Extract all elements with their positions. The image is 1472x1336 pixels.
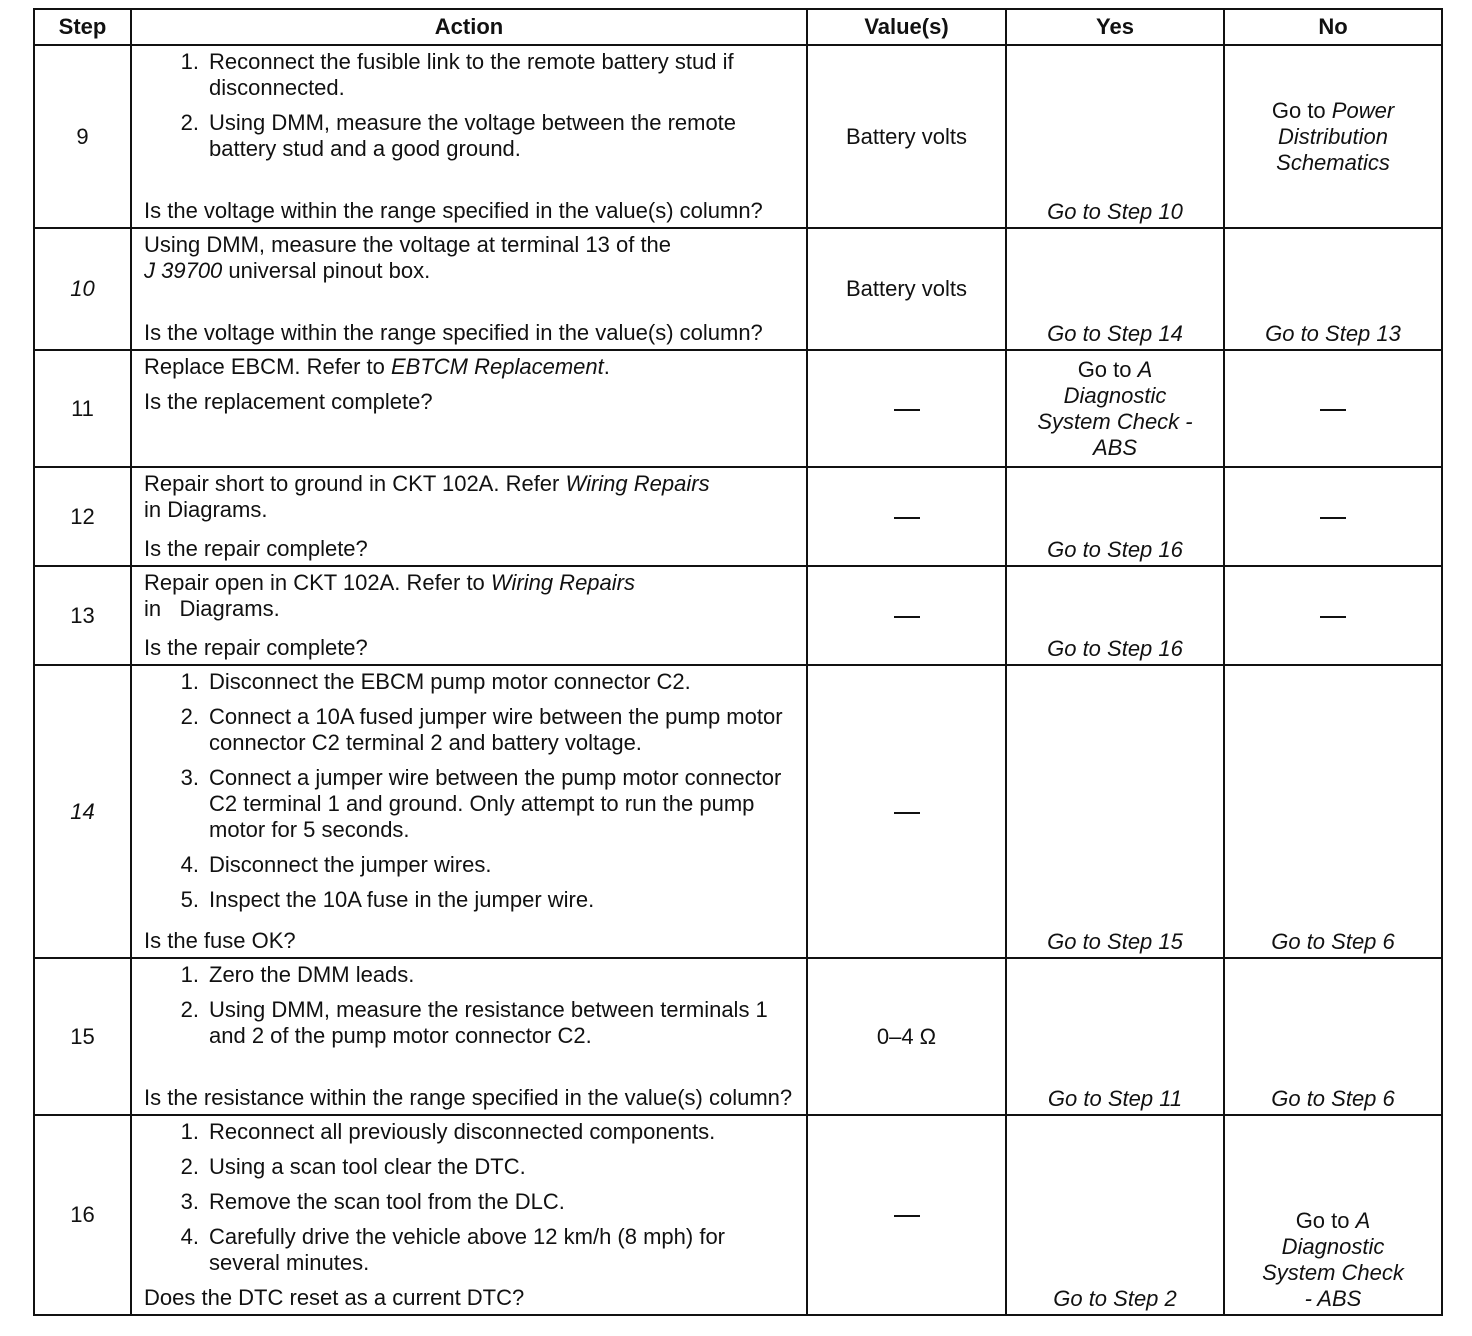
list-item: 1. Zero the DMM leads.: [180, 962, 415, 987]
action-text: Replace EBCM. Refer to: [144, 354, 385, 379]
value-cell: Battery volts: [807, 228, 1006, 350]
yes-cell: [1006, 45, 1224, 228]
yes-link[interactable]: Go to Step 16: [1047, 537, 1183, 562]
dash-mark: [894, 409, 920, 411]
yes-link[interactable]: Go to A Diagnostic System Check - ABS: [1037, 356, 1193, 460]
value-cell: [807, 467, 1006, 566]
step-number: 11: [34, 350, 131, 467]
reference-link[interactable]: Wiring Repairs: [565, 471, 710, 496]
step-number: 14: [34, 665, 131, 958]
list-item: 1. Reconnect the fusible link to the remote battery stud if disconnected.: [180, 49, 734, 100]
list-item: 4. Disconnect the jumper wires.: [180, 852, 492, 877]
action-text: Repair open in CKT 102A. Refer to: [144, 570, 485, 595]
dash-mark: [1320, 616, 1346, 618]
list-item: 1. Disconnect the EBCM pump motor connector C2.: [180, 669, 691, 694]
yes-cell: [1006, 665, 1224, 958]
no-cell: [1224, 665, 1442, 958]
dash-mark: [894, 616, 920, 618]
no-cell: [1224, 228, 1442, 350]
action-cell: [131, 467, 807, 566]
table-row-step-14: [34, 665, 1442, 958]
value-cell: [807, 350, 1006, 467]
dash-mark: [894, 1215, 920, 1217]
action-text: in Diagrams.: [144, 596, 280, 621]
action-cell: [131, 958, 807, 1115]
action-cell: [131, 228, 807, 350]
no-cell: [1224, 1115, 1442, 1315]
list-item: 2. Using a scan tool clear the DTC.: [180, 1154, 526, 1179]
table-row-step-12: [34, 467, 1442, 566]
value-cell: [807, 566, 1006, 665]
no-cell: [1224, 566, 1442, 665]
yes-cell: [1006, 228, 1224, 350]
action-list: [144, 49, 794, 171]
table-row-step-9: [34, 45, 1442, 228]
no-link[interactable]: Go to Step 6: [1271, 1086, 1395, 1111]
tool-reference: J 39700: [144, 258, 223, 283]
table-row-step-15: [34, 958, 1442, 1115]
question-text: Is the replacement complete?: [144, 389, 433, 414]
header-row: [34, 9, 1442, 45]
value-cell: [807, 665, 1006, 958]
reference-link[interactable]: Wiring Repairs: [490, 570, 635, 595]
value-cell: [807, 1115, 1006, 1315]
yes-link[interactable]: Go to Step 14: [1047, 321, 1183, 346]
action-list: [144, 962, 794, 1058]
dash-mark: [894, 812, 920, 814]
step-number: 12: [34, 467, 131, 566]
dash-mark: [1320, 517, 1346, 519]
list-item: 2. Using DMM, measure the resistance between terminals 1 and 2 of the pump motor connector C2.: [180, 997, 768, 1048]
dash-mark: [894, 517, 920, 519]
step-number: 9: [34, 45, 131, 228]
table-row-step-16: [34, 1115, 1442, 1315]
list-item: 4. Carefully drive the vehicle above 12 km/h (8 mph) for several minutes.: [180, 1224, 726, 1275]
value-cell: Battery volts: [807, 45, 1006, 228]
diagnostic-table: [33, 8, 1443, 1316]
action-text: in Diagrams.: [144, 497, 268, 522]
step-number: 10: [34, 228, 131, 350]
list-item: 3. Connect a jumper wire between the pump motor connector C2 terminal 1 and ground. Only attempt to run the pump motor for 5 seconds.: [180, 765, 782, 842]
table-row-step-11: [34, 350, 1442, 467]
header-step: Step: [34, 9, 131, 45]
no-link[interactable]: Go to Step 6: [1271, 929, 1395, 954]
step-number: 15: [34, 958, 131, 1115]
no-link[interactable]: Go to Power Distribution Schematics: [1271, 97, 1395, 175]
yes-link[interactable]: Go to Step 15: [1047, 929, 1183, 954]
list-item: 2. Connect a 10A fused jumper wire between the pump motor connector C2 terminal 2 and battery voltage.: [180, 704, 783, 755]
value-cell: 0–4 Ω: [807, 958, 1006, 1115]
yes-cell: [1006, 350, 1224, 467]
dash-mark: [1320, 409, 1346, 411]
step-number: 13: [34, 566, 131, 665]
yes-cell: [1006, 958, 1224, 1115]
list-item: 3. Remove the scan tool from the DLC.: [180, 1189, 565, 1214]
table-row-step-10: [34, 228, 1442, 350]
yes-cell: [1006, 467, 1224, 566]
header-action: Action: [131, 9, 807, 45]
question-text: Is the resistance within the range specified in the value(s) column?: [144, 1085, 793, 1110]
question-text: Does the DTC reset as a current DTC?: [144, 1285, 525, 1310]
table-row-step-13: [34, 566, 1442, 665]
action-list: [144, 669, 794, 922]
action-cell: [131, 45, 807, 228]
header-values: Value(s): [807, 9, 1006, 45]
action-cell: [131, 665, 807, 958]
question-text: Is the voltage within the range specified in the value(s) column?: [144, 320, 763, 345]
list-item: 1. Reconnect all previously disconnected components.: [180, 1119, 716, 1144]
no-cell: [1224, 45, 1442, 228]
question-text: Is the repair complete?: [144, 635, 368, 660]
question-text: Is the voltage within the range specified in the value(s) column?: [144, 198, 763, 223]
no-cell: [1224, 350, 1442, 467]
question-text: Is the repair complete?: [144, 536, 368, 561]
question-text: Is the fuse OK?: [144, 928, 296, 953]
action-cell: [131, 566, 807, 665]
reference-link[interactable]: EBTCM Replacement: [391, 354, 604, 379]
yes-link[interactable]: Go to Step 16: [1047, 636, 1183, 661]
yes-link[interactable]: Go to Step 11: [1047, 1086, 1183, 1111]
yes-link[interactable]: Go to Step 2: [1053, 1286, 1177, 1311]
list-item: 2. Using DMM, measure the voltage between the remote battery stud and a good ground.: [180, 110, 737, 161]
header-no: No: [1224, 9, 1442, 45]
step-number: 16: [34, 1115, 131, 1315]
yes-link[interactable]: Go to Step 10: [1047, 199, 1183, 224]
yes-cell: [1006, 566, 1224, 665]
action-list: [144, 1119, 794, 1285]
action-cell: [131, 1115, 807, 1315]
action-cell: Replace EBCM. Refer to EBTCM Replacement. Is the replacement complete?: [131, 350, 807, 467]
no-cell: [1224, 958, 1442, 1115]
action-text: Repair short to ground in CKT 102A. Refer: [144, 471, 560, 496]
no-link[interactable]: Go to A Diagnostic System Check - ABS: [1262, 1208, 1404, 1311]
no-cell: [1224, 467, 1442, 566]
yes-cell: [1006, 1115, 1224, 1315]
action-text: universal pinout box.: [228, 258, 431, 283]
action-text: Using DMM, measure the voltage at terminal 13 of the: [144, 232, 672, 257]
list-item: 5. Inspect the 10A fuse in the jumper wire.: [180, 887, 595, 912]
header-yes: Yes: [1006, 9, 1224, 45]
no-link[interactable]: Go to Step 13: [1265, 321, 1401, 346]
